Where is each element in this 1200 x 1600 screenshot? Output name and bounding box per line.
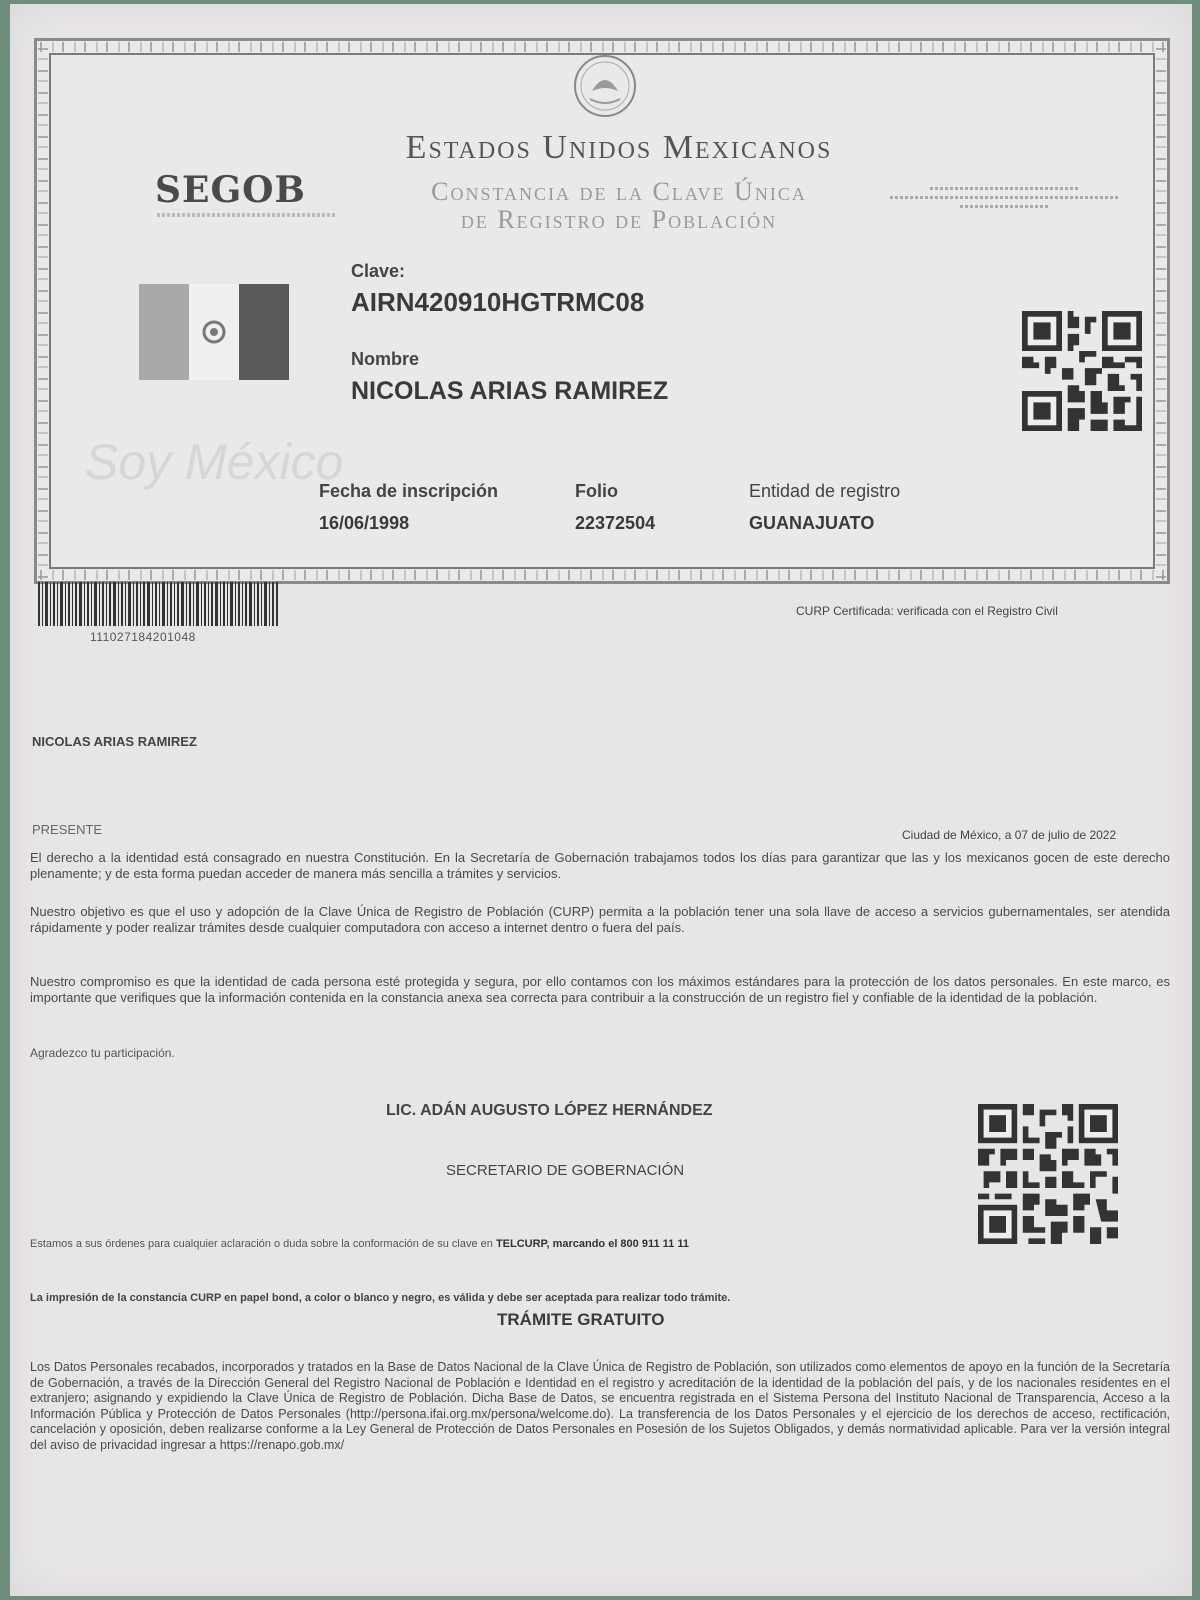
validity-note: La impresión de la constancia CURP en papel bond, a color o blanco y negro, es válida y debe ser aceptada para realizar todo trámite. (30, 1292, 731, 1304)
mexican-flag-icon (139, 284, 289, 380)
signer-title: SECRETARIO DE GOBERNACIÓN (446, 1162, 685, 1179)
document-page (10, 4, 1192, 1596)
contact-text: Estamos a sus órdenes para cualquier aclaración o duda sobre la conformación de su clave en (30, 1238, 496, 1250)
letter-thanks: Agradezco tu participación. (30, 1046, 175, 1060)
letter-paragraph-1: El derecho a la identidad está consagrado en nuestra Constitución. En la Secretaría de Gobernación trabajamos todos los días para garantizar que las y los mexicanos gocen de este derecho plenamente; y de esta forma puedan acceder de manera más sencilla a trámites y servicios. (30, 850, 1170, 881)
soy-mexico-watermark: Soy México (85, 434, 344, 490)
entidad-registro-label: Entidad de registro (749, 481, 901, 501)
letter-presente: PRESENTE (32, 822, 103, 837)
barcode-number: 111027184201048 (90, 630, 196, 644)
letter-place-date: Ciudad de México, a 07 de julio de 2022 (902, 828, 1117, 842)
segob-logo: SEGOB (155, 169, 306, 211)
qr-code-icon (1022, 311, 1142, 431)
curp-certificate-frame (34, 38, 1170, 584)
contact-line (30, 1238, 689, 1250)
letter-paragraph-2: Nuestro objetivo es que el uso y adopción de la Clave Única de Registro de Población (CURP) permita a la población tener una sola llave de acceso a servicios gubernamentales, ser atendida rápidamente y poder realizar trámites desde cualquier computadora con acceso a internet dentro o fuera del país. (30, 904, 1170, 935)
fecha-inscripcion-label: Fecha de inscripción (319, 481, 499, 501)
barcode-icon (38, 582, 278, 626)
ornamental-border-bottom (40, 570, 1164, 580)
fecha-inscripcion-value: 16/06/1998 (319, 513, 410, 533)
ornamental-border-right (1156, 44, 1166, 578)
certified-note: CURP Certificada: verificada con el Registro Civil (796, 604, 1058, 618)
letter-recipient: NICOLAS ARIAS RAMIREZ (32, 734, 197, 749)
entidad-registro-value: GUANAJUATO (749, 513, 875, 533)
document-subtitle-line2: de Registro de Población (460, 205, 778, 234)
telcurp-phone: TELCURP, marcando el 800 911 11 11 (495, 1238, 689, 1250)
privacy-notice: Los Datos Personales recabados, incorporados y tratados en la Base de Datos Nacional de la Clave Única de Registro de Población, son utilizados como elementos de apoyo en la función de la Secretaría de Gobernación, a través de la Dirección General del Registro Nacional de Población e Identidad en el registro y acreditación de la identidad de la población del país, y de los nacionales residentes en el extranjero; asignando y expidiendo la Clave Única de Registro de Población. Dicha Base de Datos, se encuentra registrada en el Sistema Persona del Instituto Nacional de Transparencia, Acceso a la Información Pública y Protección de Datos Personales (http://persona.ifai.org.mx/persona/welcome.do). La transferencia de los Datos Personales y el ejercicio de los derechos de acceso, rectificación, cancelación y oposición, deben realizarse conforme a la Ley General de Protección de Datos Personales en Posesión de los Sujetos Obligados, y demás normatividad aplicable. Para ver la versión integral del aviso de privacidad ingresar a https://renapo.gob.mx/ (30, 1360, 1170, 1452)
letter-paragraph-3: Nuestro compromiso es que la identidad de cada persona esté protegida y segura, por ello contamos con los máximos estándares para la protección de los datos personales. En este marco, es importante que verifiques que la información contenida en la constancia anexa sea correcta para contribuir a la construcción de un registro fiel y confiable de la identidad de la población. (30, 974, 1170, 1005)
nombre-value: NICOLAS ARIAS RAMIREZ (351, 377, 669, 405)
nombre-label: Nombre (351, 349, 420, 369)
renapo-logo-text (885, 181, 1125, 221)
ornamental-border-left (38, 44, 48, 578)
segob-logo-subtitle-line (157, 213, 337, 217)
signer-name: LIC. ADÁN AUGUSTO LÓPEZ HERNÁNDEZ (386, 1102, 713, 1119)
qr-code-icon-2 (978, 1104, 1118, 1244)
folio-label: Folio (575, 481, 618, 501)
clave-value: AIRN420910HGTRMC08 (351, 287, 645, 317)
national-seal-icon (570, 51, 640, 121)
tramite-gratuito: TRÁMITE GRATUITO (497, 1310, 665, 1329)
document-title: Estados Unidos Mexicanos (405, 129, 833, 166)
folio-value: 22372504 (575, 513, 656, 533)
document-subtitle-line1: Constancia de la Clave Única (431, 177, 807, 206)
clave-label: Clave: (351, 261, 406, 281)
